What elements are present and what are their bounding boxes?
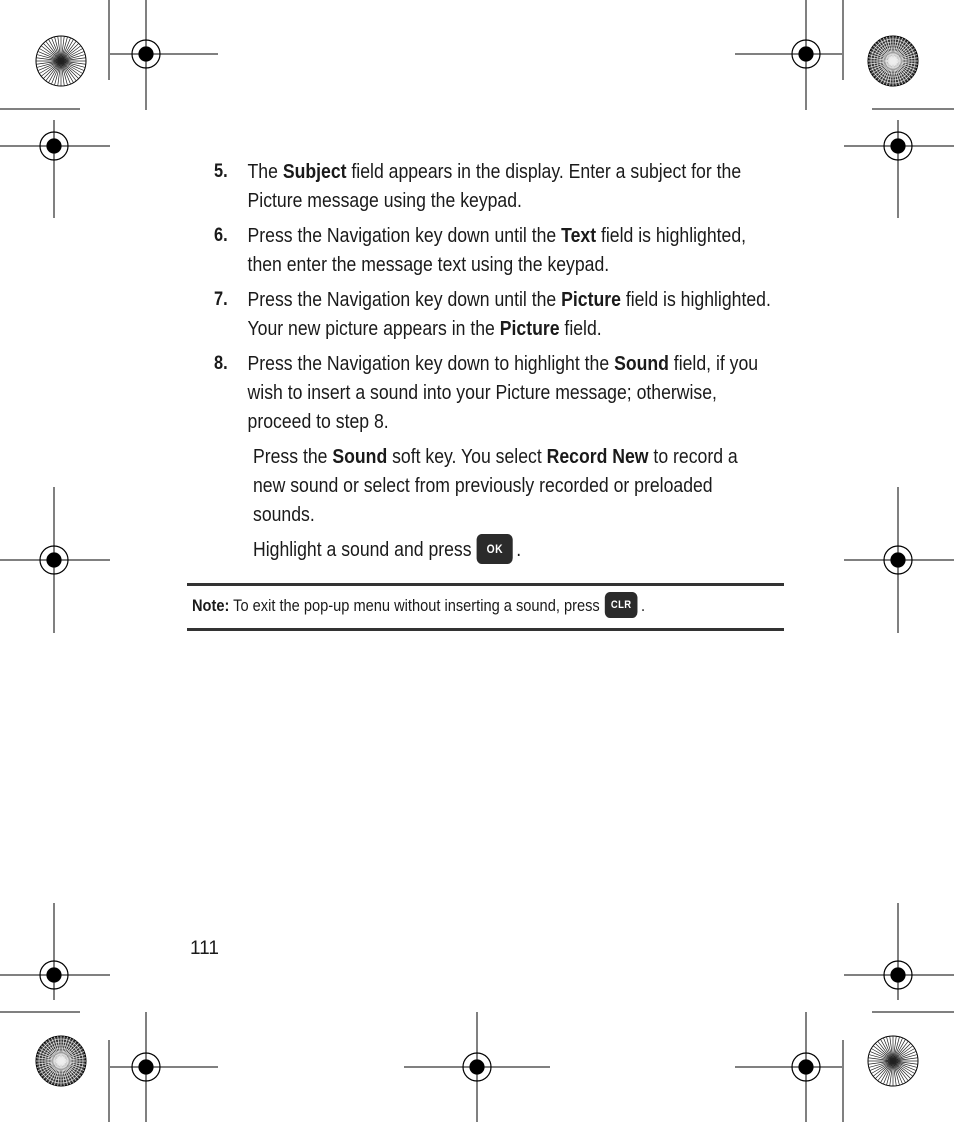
step-8: 8. Press the Navigation key down to highlight the Sound field, if you wish to insert a sound into your Picture message; otherwise, proceed to step 8. — [214, 349, 778, 436]
registration-starburst-icon — [36, 1036, 86, 1086]
highlight-sound-paragraph: Highlight a sound and press OK . — [253, 535, 752, 564]
sound-term: Sound — [614, 352, 669, 375]
registration-starburst-icon — [36, 36, 86, 86]
step-number: 6. — [214, 225, 228, 246]
step-5: 5. The Subject field appears in the display. Enter a subject for the Picture message using the keypad. — [214, 157, 778, 215]
sound-term: Sound — [332, 445, 388, 468]
instructions — [214, 157, 784, 570]
picture-term: Picture — [499, 317, 560, 340]
registration-starburst-icon — [868, 36, 918, 86]
text-term: Text — [561, 224, 597, 247]
note-text: Note: To exit the pop-up menu without inserting a sound, press CLR . — [192, 595, 645, 618]
note-box — [187, 583, 784, 631]
step-6: 6. Press the Navigation key down until the Text field is highlighted, then enter the message text using the keypad. — [214, 221, 778, 279]
step-number: 7. — [214, 289, 228, 310]
record-new-term: Record New — [546, 445, 649, 468]
sound-softkey-paragraph: Press the Sound soft key. You select Record New to record a new sound or select from previously recorded or preloaded sounds. — [253, 445, 738, 526]
step-7: 7. Press the Navigation key down until the Picture field is highlighted. Your new picture appears in the Picture field. — [214, 285, 778, 343]
note-label: Note: — [192, 595, 230, 615]
registration-starburst-icon — [868, 1036, 918, 1086]
clr-key-icon: CLR — [605, 592, 638, 618]
ok-key-icon: OK — [477, 534, 513, 564]
subject-term: Subject — [282, 160, 347, 183]
step-number: 8. — [214, 353, 228, 374]
step-number: 5. — [214, 161, 228, 182]
picture-term: Picture — [561, 288, 621, 311]
page-number: 111 — [190, 938, 219, 959]
